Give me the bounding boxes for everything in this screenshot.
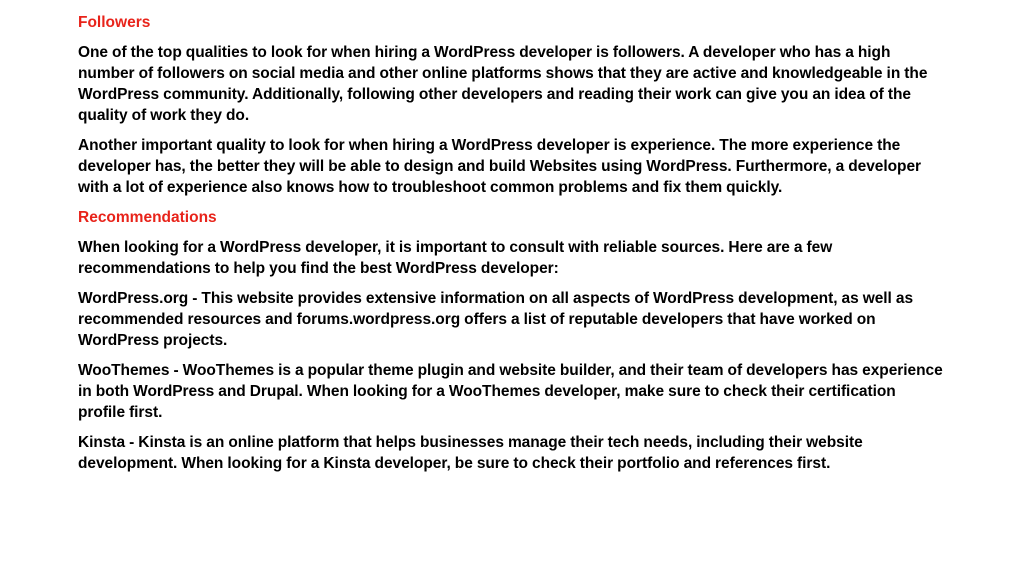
recommendations-intro-paragraph: When looking for a WordPress developer, it is important to consult with reliable sources. Here are a few recommendations to help you find the best WordPress developer: (78, 239, 833, 277)
followers-heading: Followers (78, 14, 151, 31)
kinsta-paragraph: Kinsta - Kinsta is an online platform that helps businesses manage their tech needs, including their website development. When looking for a Kinsta developer, be sure to check their portfolio and references first. (78, 434, 863, 472)
recommendations-heading: Recommendations (78, 209, 217, 226)
followers-paragraph: One of the top qualities to look for when hiring a WordPress developer is followers. A developer who has a high number of followers on social media and other online platforms shows that they are active and knowledgeable in the WordPress community. Additionally, following other developers and reading their work can give you an idea of the quality of work they do. (78, 44, 928, 124)
wordpress-org-paragraph: WordPress.org - This website provides extensive information on all aspects of WordPress development, as well as recommended resources and forums.wordpress.org offers a list of reputable developers that have worked on WordPress projects. (78, 290, 914, 349)
woothemes-paragraph: WooThemes - WooThemes is a popular theme plugin and website builder, and their team of developers has experience in both WordPress and Drupal. When looking for a WooThemes developer, make sure to check their certification profile first. (78, 362, 943, 421)
experience-paragraph: Another important quality to look for when hiring a WordPress developer is experience. The more experience the developer has, the better they will be able to design and build Websites using WordPress. Furthermore, a developer with a lot of experience also knows how to troubleshoot common problems and fix them quickly. (78, 137, 922, 196)
